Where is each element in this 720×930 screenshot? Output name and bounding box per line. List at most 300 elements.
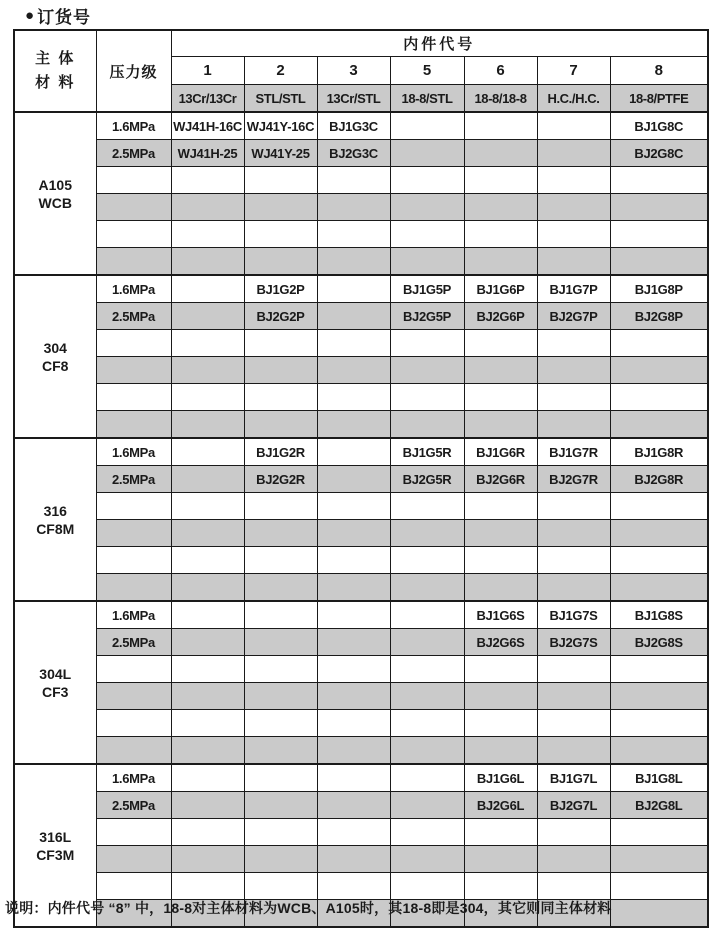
table-row: [14, 466, 708, 493]
empty-code-cell: [171, 547, 244, 574]
empty-pressure-cell: [96, 710, 171, 737]
material-line: 316: [43, 502, 67, 519]
empty-code-cell: [317, 520, 390, 547]
order-code-cell: BJ2G7R: [537, 466, 610, 493]
empty-code-cell: [317, 683, 390, 710]
material-column-header: [14, 30, 96, 112]
section-title: [25, 3, 91, 28]
empty-code-cell: [244, 601, 317, 629]
empty-code-cell: [317, 221, 390, 248]
empty-code-cell: [390, 629, 464, 656]
empty-code-cell: [537, 656, 610, 683]
empty-code-cell: [244, 194, 317, 221]
empty-code-cell: [610, 819, 708, 846]
empty-code-cell: [171, 357, 244, 384]
empty-code-cell: [537, 167, 610, 194]
empty-code-cell: [390, 167, 464, 194]
empty-code-cell: [171, 493, 244, 520]
empty-code-cell: [317, 819, 390, 846]
empty-code-cell: [244, 656, 317, 683]
pressure-cell: 2.5MPa: [96, 140, 171, 167]
empty-code-cell: [610, 167, 708, 194]
table-row: [14, 656, 708, 683]
table-row: [14, 520, 708, 547]
empty-pressure-cell: [96, 384, 171, 411]
empty-code-cell: [390, 520, 464, 547]
table-row: [14, 629, 708, 656]
empty-code-cell: [317, 438, 390, 466]
empty-code-cell: [244, 792, 317, 819]
empty-code-cell: [464, 737, 537, 765]
empty-pressure-cell: [96, 547, 171, 574]
empty-code-cell: [390, 792, 464, 819]
empty-code-cell: [610, 656, 708, 683]
empty-code-cell: [390, 112, 464, 140]
table-row: [14, 574, 708, 602]
empty-code-cell: [317, 248, 390, 276]
empty-code-cell: [317, 493, 390, 520]
order-code-cell: WJ41Y-16C: [244, 112, 317, 140]
table-row: [14, 275, 708, 303]
table-row: [14, 601, 708, 629]
pressure-cell: 2.5MPa: [96, 466, 171, 493]
empty-code-cell: [390, 411, 464, 439]
empty-code-cell: [317, 275, 390, 303]
empty-code-cell: [390, 357, 464, 384]
order-code-cell: BJ2G7P: [537, 303, 610, 330]
order-code-cell: BJ1G8S: [610, 601, 708, 629]
empty-pressure-cell: [96, 411, 171, 439]
order-code-cell: BJ2G6R: [464, 466, 537, 493]
empty-code-cell: [610, 710, 708, 737]
order-code-cell: BJ1G6S: [464, 601, 537, 629]
empty-code-cell: [244, 330, 317, 357]
empty-code-cell: [610, 221, 708, 248]
table-row: [14, 194, 708, 221]
pressure-column-header: 压力级: [96, 30, 171, 112]
footnote: 说明：内件代号 “8” 中，18-8对主体材料为WCB、A105时，其18-8即是304，其它则同主体材料: [5, 900, 612, 916]
empty-pressure-cell: [96, 248, 171, 276]
order-code-cell: BJ1G8C: [610, 112, 708, 140]
empty-code-cell: [171, 601, 244, 629]
pressure-cell: 1.6MPa: [96, 764, 171, 792]
empty-code-cell: [171, 167, 244, 194]
empty-code-cell: [317, 764, 390, 792]
order-code-cell: BJ1G8L: [610, 764, 708, 792]
table-row: [14, 330, 708, 357]
table-row: [14, 683, 708, 710]
table-row: [14, 493, 708, 520]
order-code-cell: BJ2G8S: [610, 629, 708, 656]
empty-code-cell: [537, 520, 610, 547]
empty-code-cell: [537, 737, 610, 765]
material-line: CF3: [42, 683, 69, 700]
empty-code-cell: [317, 846, 390, 873]
material-line: 304L: [39, 665, 72, 682]
empty-code-cell: [244, 357, 317, 384]
column-trim-3: 13Cr/STL: [317, 85, 390, 113]
empty-code-cell: [390, 873, 464, 900]
empty-code-cell: [610, 384, 708, 411]
empty-code-cell: [390, 656, 464, 683]
empty-code-cell: [390, 683, 464, 710]
pressure-cell: 1.6MPa: [96, 601, 171, 629]
empty-code-cell: [244, 873, 317, 900]
pressure-cell: 1.6MPa: [96, 112, 171, 140]
section-title-text: 订货号: [37, 8, 92, 27]
table-row: [14, 547, 708, 574]
table-row: [14, 873, 708, 900]
empty-code-cell: [244, 846, 317, 873]
order-code-cell: BJ1G7P: [537, 275, 610, 303]
empty-code-cell: [537, 384, 610, 411]
empty-pressure-cell: [96, 330, 171, 357]
order-code-cell: BJ2G2R: [244, 466, 317, 493]
order-code-cell: BJ2G8L: [610, 792, 708, 819]
empty-code-cell: [610, 357, 708, 384]
empty-pressure-cell: [96, 683, 171, 710]
header-row-top: [14, 30, 708, 57]
empty-code-cell: [317, 656, 390, 683]
empty-code-cell: [390, 547, 464, 574]
empty-code-cell: [610, 683, 708, 710]
empty-code-cell: [390, 710, 464, 737]
empty-code-cell: [390, 330, 464, 357]
table-row: [14, 112, 708, 140]
empty-pressure-cell: [96, 873, 171, 900]
empty-code-cell: [464, 873, 537, 900]
empty-code-cell: [537, 710, 610, 737]
empty-code-cell: [464, 167, 537, 194]
empty-code-cell: [171, 520, 244, 547]
table-row: [14, 819, 708, 846]
empty-code-cell: [610, 411, 708, 439]
material-cell-304: [14, 275, 96, 438]
column-trim-6: 18-8/18-8: [464, 85, 537, 113]
empty-code-cell: [464, 493, 537, 520]
table-row: [14, 303, 708, 330]
table-row: [14, 167, 708, 194]
empty-code-cell: [244, 411, 317, 439]
empty-pressure-cell: [96, 656, 171, 683]
order-code-cell: BJ2G6P: [464, 303, 537, 330]
empty-code-cell: [171, 629, 244, 656]
order-code-table: [13, 29, 709, 928]
order-code-cell: BJ1G2R: [244, 438, 317, 466]
pressure-cell: 2.5MPa: [96, 629, 171, 656]
empty-code-cell: [244, 764, 317, 792]
pressure-cell: 2.5MPa: [96, 303, 171, 330]
empty-code-cell: [317, 792, 390, 819]
empty-code-cell: [171, 221, 244, 248]
empty-pressure-cell: [96, 737, 171, 765]
material-cell-A105: [14, 112, 96, 275]
empty-code-cell: [244, 384, 317, 411]
order-code-cell: BJ2G5P: [390, 303, 464, 330]
empty-code-cell: [171, 819, 244, 846]
bullet-icon: ●: [25, 7, 36, 24]
empty-code-cell: [317, 303, 390, 330]
column-number-8: 8: [610, 57, 708, 85]
order-code-cell: WJ41H-25: [171, 140, 244, 167]
empty-code-cell: [390, 140, 464, 167]
empty-code-cell: [390, 384, 464, 411]
material-line: 316L: [39, 828, 72, 845]
empty-code-cell: [390, 846, 464, 873]
empty-code-cell: [244, 574, 317, 602]
column-number-2: 2: [244, 57, 317, 85]
empty-code-cell: [171, 303, 244, 330]
empty-code-cell: [537, 574, 610, 602]
empty-pressure-cell: [96, 574, 171, 602]
empty-code-cell: [610, 737, 708, 765]
empty-code-cell: [171, 411, 244, 439]
table-row: [14, 846, 708, 873]
order-code-cell: BJ1G7S: [537, 601, 610, 629]
empty-code-cell: [390, 601, 464, 629]
empty-code-cell: [244, 493, 317, 520]
empty-code-cell: [390, 194, 464, 221]
pressure-cell: 1.6MPa: [96, 275, 171, 303]
empty-code-cell: [610, 574, 708, 602]
empty-code-cell: [171, 683, 244, 710]
empty-pressure-cell: [96, 221, 171, 248]
empty-code-cell: [171, 275, 244, 303]
column-trim-8: 18-8/PTFE: [610, 85, 708, 113]
empty-code-cell: [537, 683, 610, 710]
empty-code-cell: [390, 737, 464, 765]
empty-code-cell: [464, 846, 537, 873]
column-number-3: 3: [317, 57, 390, 85]
empty-code-cell: [390, 493, 464, 520]
empty-code-cell: [244, 248, 317, 276]
empty-code-cell: [610, 248, 708, 276]
empty-code-cell: [171, 574, 244, 602]
empty-code-cell: [537, 221, 610, 248]
empty-code-cell: [317, 574, 390, 602]
material-header-line1: 主 体: [35, 50, 76, 67]
order-code-cell: BJ1G5P: [390, 275, 464, 303]
column-trim-7: H.C./H.C.: [537, 85, 610, 113]
empty-code-cell: [464, 112, 537, 140]
material-header-line2: 材 料: [35, 74, 76, 91]
table-row: [14, 140, 708, 167]
empty-code-cell: [464, 710, 537, 737]
table-row: [14, 248, 708, 276]
empty-code-cell: [171, 792, 244, 819]
empty-code-cell: [244, 737, 317, 765]
order-code-cell: WJ41H-16C: [171, 112, 244, 140]
empty-code-cell: [464, 683, 537, 710]
empty-code-cell: [537, 873, 610, 900]
material-line: CF8: [42, 357, 69, 374]
empty-code-cell: [537, 194, 610, 221]
empty-code-cell: [610, 520, 708, 547]
empty-code-cell: [317, 547, 390, 574]
empty-code-cell: [171, 384, 244, 411]
empty-code-cell: [317, 330, 390, 357]
order-code-cell: WJ41Y-25: [244, 140, 317, 167]
table-row: [14, 438, 708, 466]
empty-code-cell: [390, 819, 464, 846]
empty-code-cell: [537, 846, 610, 873]
empty-code-cell: [317, 873, 390, 900]
order-code-cell: BJ1G6R: [464, 438, 537, 466]
empty-code-cell: [171, 656, 244, 683]
table-row: [14, 221, 708, 248]
empty-code-cell: [464, 819, 537, 846]
material-line: 304: [43, 339, 67, 356]
table-row: [14, 710, 708, 737]
material-cell-316: [14, 438, 96, 601]
table-row: [14, 737, 708, 765]
column-number-7: 7: [537, 57, 610, 85]
empty-code-cell: [244, 221, 317, 248]
empty-code-cell: [390, 221, 464, 248]
empty-code-cell: [537, 411, 610, 439]
column-number-6: 6: [464, 57, 537, 85]
empty-code-cell: [317, 411, 390, 439]
empty-code-cell: [464, 357, 537, 384]
empty-code-cell: [171, 466, 244, 493]
empty-code-cell: [171, 248, 244, 276]
order-code-cell: BJ2G8R: [610, 466, 708, 493]
order-code-cell: BJ2G8C: [610, 140, 708, 167]
table-row: [14, 357, 708, 384]
empty-code-cell: [537, 330, 610, 357]
material-cell-304L: [14, 601, 96, 764]
column-number-1: 1: [171, 57, 244, 85]
order-code-cell: BJ2G8P: [610, 303, 708, 330]
order-code-cell: BJ2G5R: [390, 466, 464, 493]
column-trim-5: 18-8/STL: [390, 85, 464, 113]
empty-code-cell: [244, 683, 317, 710]
empty-pressure-cell: [96, 493, 171, 520]
empty-code-cell: [610, 194, 708, 221]
empty-code-cell: [317, 194, 390, 221]
table-row: [14, 411, 708, 439]
table-row: [14, 764, 708, 792]
order-code-cell: BJ1G8R: [610, 438, 708, 466]
empty-code-cell: [464, 194, 537, 221]
empty-code-cell: [610, 846, 708, 873]
empty-code-cell: [464, 330, 537, 357]
empty-code-cell: [537, 493, 610, 520]
empty-code-cell: [610, 493, 708, 520]
order-code-cell: BJ2G2P: [244, 303, 317, 330]
empty-code-cell: [464, 547, 537, 574]
empty-code-cell: [317, 167, 390, 194]
empty-code-cell: [244, 520, 317, 547]
empty-code-cell: [317, 357, 390, 384]
empty-code-cell: [464, 221, 537, 248]
table-row: [14, 384, 708, 411]
empty-code-cell: [171, 764, 244, 792]
order-code-cell: BJ1G6P: [464, 275, 537, 303]
empty-code-cell: [390, 764, 464, 792]
empty-code-cell: [171, 737, 244, 765]
empty-code-cell: [537, 547, 610, 574]
column-number-5: 5: [390, 57, 464, 85]
empty-code-cell: [317, 710, 390, 737]
empty-code-cell: [390, 248, 464, 276]
empty-code-cell: [464, 140, 537, 167]
empty-code-cell: [317, 601, 390, 629]
column-trim-2: STL/STL: [244, 85, 317, 113]
order-code-cell: BJ1G6L: [464, 764, 537, 792]
material-line: WCB: [38, 194, 72, 211]
material-line: CF8M: [36, 520, 75, 537]
order-code-cell: BJ2G6L: [464, 792, 537, 819]
empty-pressure-cell: [96, 819, 171, 846]
table-body: [14, 112, 708, 927]
material-line: A105: [38, 176, 72, 193]
empty-code-cell: [464, 520, 537, 547]
material-line: CF3M: [36, 846, 75, 863]
empty-code-cell: [171, 194, 244, 221]
order-code-cell: BJ1G7L: [537, 764, 610, 792]
empty-code-cell: [537, 248, 610, 276]
empty-code-cell: [171, 846, 244, 873]
empty-code-cell: [537, 357, 610, 384]
order-code-cell: BJ2G7L: [537, 792, 610, 819]
empty-pressure-cell: [96, 357, 171, 384]
empty-code-cell: [537, 112, 610, 140]
empty-code-cell: [464, 411, 537, 439]
empty-code-cell: [171, 873, 244, 900]
empty-code-cell: [610, 547, 708, 574]
empty-code-cell: [317, 384, 390, 411]
order-code-cell: BJ1G8P: [610, 275, 708, 303]
empty-code-cell: [317, 737, 390, 765]
empty-pressure-cell: [96, 167, 171, 194]
empty-pressure-cell: [96, 846, 171, 873]
order-code-cell: BJ1G2P: [244, 275, 317, 303]
table-row: [14, 792, 708, 819]
empty-code-cell: [244, 167, 317, 194]
order-code-cell: BJ1G7R: [537, 438, 610, 466]
empty-code-cell: [171, 330, 244, 357]
empty-code-cell: [244, 547, 317, 574]
column-trim-1: 13Cr/13Cr: [171, 85, 244, 113]
order-code-cell: BJ2G6S: [464, 629, 537, 656]
empty-code-cell: [244, 710, 317, 737]
empty-code-cell: [537, 140, 610, 167]
empty-code-cell: [390, 574, 464, 602]
empty-code-cell: [610, 330, 708, 357]
empty-code-cell: [244, 819, 317, 846]
empty-code-cell: [464, 248, 537, 276]
pressure-cell: 2.5MPa: [96, 792, 171, 819]
empty-code-cell: [317, 466, 390, 493]
order-code-cell: BJ2G3C: [317, 140, 390, 167]
internals-group-header: 内件代号: [171, 30, 708, 57]
order-code-cell: BJ1G5R: [390, 438, 464, 466]
empty-code-cell: [171, 438, 244, 466]
empty-pressure-cell: [96, 194, 171, 221]
empty-code-cell: [464, 574, 537, 602]
order-code-cell: BJ2G7S: [537, 629, 610, 656]
empty-code-cell: [464, 656, 537, 683]
pressure-cell: 1.6MPa: [96, 438, 171, 466]
empty-code-cell: [610, 873, 708, 900]
empty-code-cell: [464, 384, 537, 411]
empty-code-cell: [537, 819, 610, 846]
empty-code-cell: [244, 629, 317, 656]
empty-pressure-cell: [96, 520, 171, 547]
empty-code-cell: [317, 629, 390, 656]
order-code-cell: BJ1G3C: [317, 112, 390, 140]
